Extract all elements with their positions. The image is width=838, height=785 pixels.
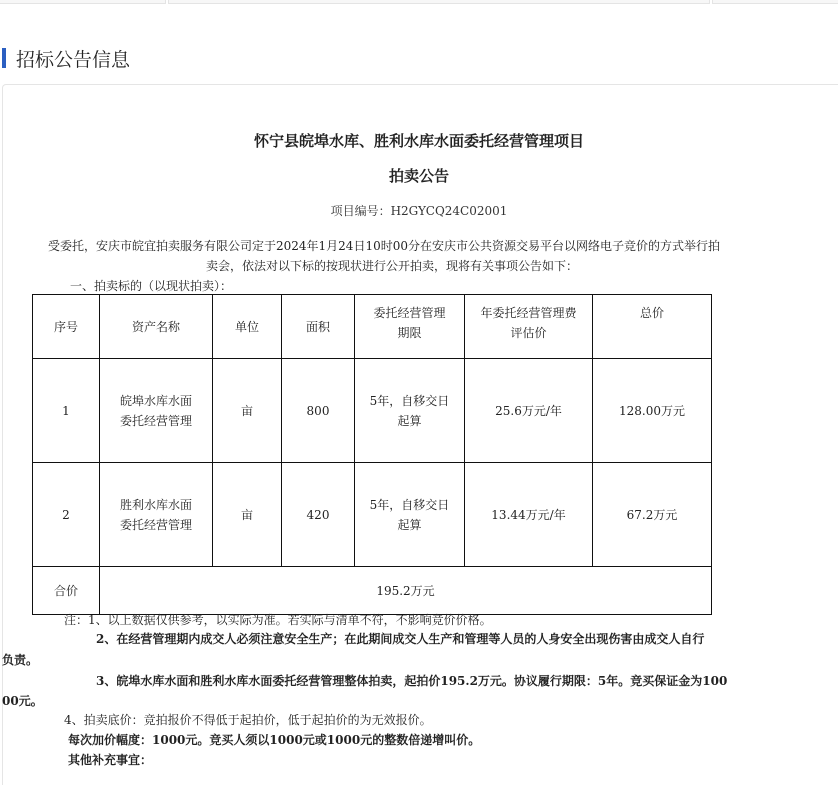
header-cell-line: 年委托经营管理费 bbox=[480, 306, 577, 320]
document-title: 怀宁县皖埠水库、胜利水库水面委托经营管理项目 bbox=[253, 132, 584, 150]
note-4: 4、拍卖底价：竞拍报价不得低于起拍价，低于起拍价的为无效报价。 bbox=[64, 713, 432, 727]
top-tab[interactable] bbox=[0, 0, 166, 4]
header-cell bbox=[355, 295, 465, 359]
total-value-cell: 195.2万元 bbox=[100, 567, 712, 615]
cell-line: 起算 bbox=[397, 413, 422, 428]
auction-items-table bbox=[32, 294, 712, 615]
cell-name bbox=[100, 463, 213, 567]
cell-line: 起算 bbox=[397, 517, 422, 532]
project-code: 项目编号：H2GYCQ24C02001 bbox=[330, 204, 508, 218]
cell-total: 128.00万元 bbox=[593, 359, 712, 463]
cell-line: 胜利水库水面 bbox=[119, 497, 192, 512]
top-tab-strip bbox=[0, 0, 838, 6]
cell-no: 1 bbox=[33, 359, 100, 463]
cell-line: 5年，自移交日 bbox=[369, 497, 450, 512]
section-title: 招标公告信息 bbox=[16, 48, 131, 71]
bid-increment-note: 每次加价幅度：1000元。竞买人须以1000元或1000元的整数倍递增叫价。 bbox=[68, 733, 481, 747]
intro-paragraph-line2: 卖会，依法对以下标的按现状进行公开拍卖，现将有关事项公告如下： bbox=[206, 259, 579, 273]
table-total-row bbox=[33, 567, 712, 615]
cell-name bbox=[100, 359, 213, 463]
cell-no: 2 bbox=[33, 463, 100, 567]
note-2-line1: 2、在经营管理期内成交人必须注意安全生产；在此期间成交人生产和管理等人员的人身安全出现伤害由成交人自行 bbox=[96, 632, 705, 646]
cell-fee: 25.6万元/年 bbox=[465, 359, 593, 463]
cell-area: 800 bbox=[282, 359, 355, 463]
document-subtitle: 拍卖公告 bbox=[388, 167, 449, 185]
header-cell: 总价 bbox=[593, 295, 712, 359]
note-2-line2: 负责。 bbox=[2, 653, 39, 667]
total-label-cell: 合价 bbox=[33, 567, 100, 615]
table-row bbox=[33, 359, 712, 463]
cell-line: 委托经营管理 bbox=[119, 413, 192, 428]
top-tab[interactable] bbox=[168, 0, 710, 4]
note-3-line2: 00元。 bbox=[2, 694, 43, 708]
header-cell: 资产名称 bbox=[100, 295, 213, 359]
table-header-row bbox=[33, 295, 712, 359]
cell-total: 67.2万元 bbox=[593, 463, 712, 567]
cell-term bbox=[355, 359, 465, 463]
cell-term bbox=[355, 463, 465, 567]
cell-unit: 亩 bbox=[213, 359, 282, 463]
header-cell-line: 评估价 bbox=[510, 326, 547, 340]
intro-paragraph-line1: 受委托，安庆市皖宜拍卖服务有限公司定于2024年1月24日10时00分在安庆市公共资源交易平台以网络电子竞价的方式举行拍 bbox=[48, 239, 720, 253]
cell-unit: 亩 bbox=[213, 463, 282, 567]
table-row bbox=[33, 463, 712, 567]
section1-heading: 一、拍卖标的（以现状拍卖）： bbox=[70, 279, 233, 293]
header-cell: 序号 bbox=[33, 295, 100, 359]
header-cell-line: 期限 bbox=[397, 326, 422, 340]
note-1: 注：1、以上数据仅供参考，以实际为准。若实际与清单不符，不影响竞价价格。 bbox=[64, 613, 492, 627]
cell-fee: 13.44万元/年 bbox=[465, 463, 593, 567]
other-matters-heading: 其他补充事宜： bbox=[68, 753, 153, 767]
header-cell-line: 委托经营管理 bbox=[373, 306, 446, 320]
cell-line: 皖埠水库水面 bbox=[119, 393, 192, 408]
section-header bbox=[0, 44, 130, 72]
header-cell: 单位 bbox=[213, 295, 282, 359]
cell-area: 420 bbox=[282, 463, 355, 567]
header-cell bbox=[465, 295, 593, 359]
header-cell: 面积 bbox=[282, 295, 355, 359]
section-accent-bar bbox=[2, 48, 6, 68]
note-3-line1: 3、皖埠水库水面和胜利水库水面委托经营管理整体拍卖，起拍价195.2万元。协议履行期限：5年。竞买保证金为100 bbox=[96, 674, 728, 688]
top-tab[interactable] bbox=[712, 0, 838, 4]
cell-line: 5年，自移交日 bbox=[369, 393, 450, 408]
cell-line: 委托经营管理 bbox=[119, 517, 192, 532]
